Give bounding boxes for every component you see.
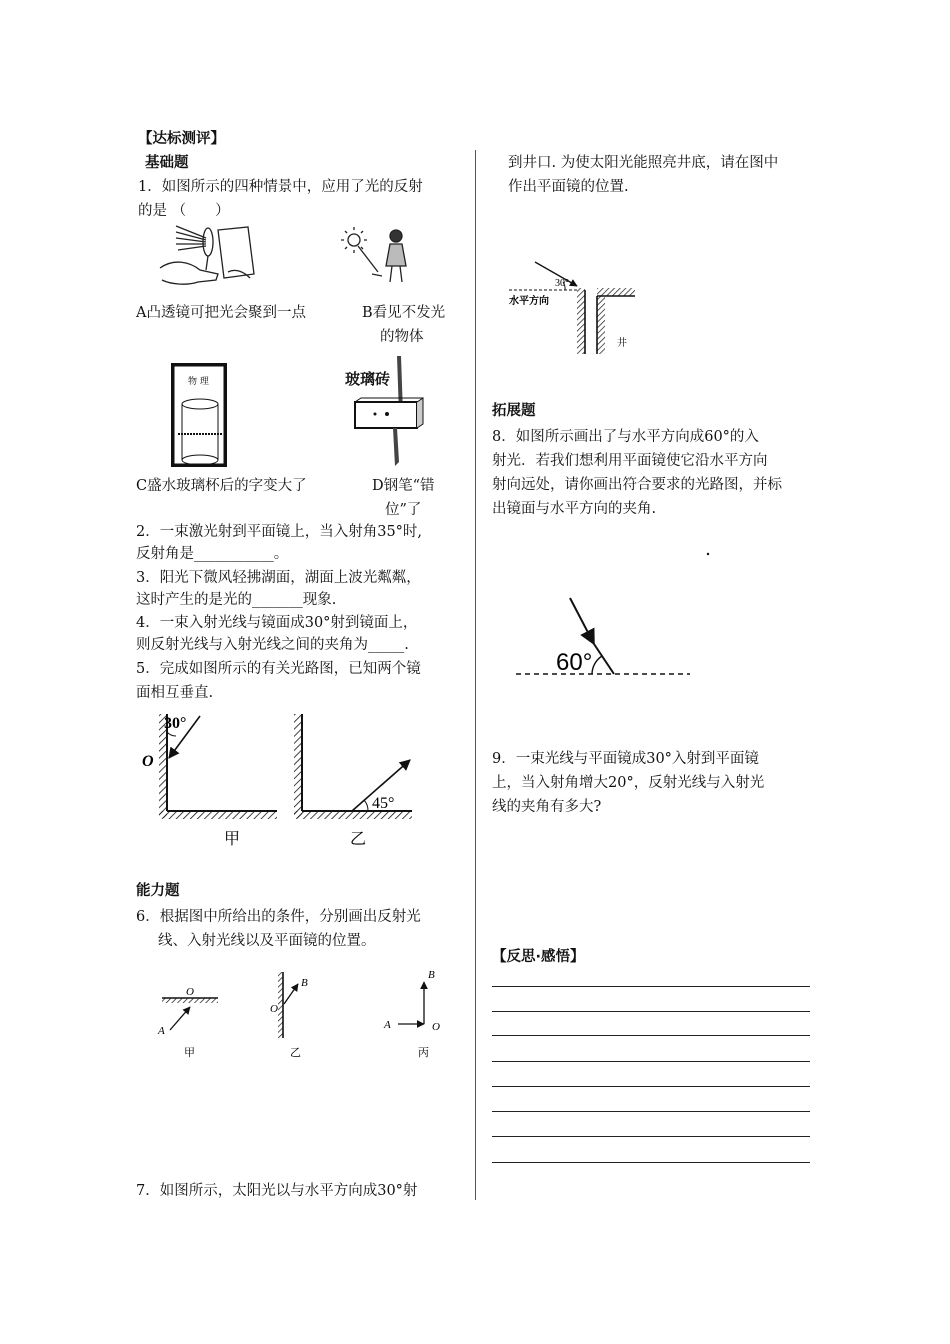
answer-line[interactable] <box>492 1162 810 1163</box>
q8-line2: 射光．若我们想利用平面镜使它沿水平方向 <box>492 453 768 469</box>
q1-line2: 的是 （ ） <box>138 203 230 219</box>
q1-line1: 1．如图所示的四种情景中，应用了光的反射 <box>138 179 423 195</box>
answer-line[interactable] <box>492 1011 810 1012</box>
figure-see-object <box>340 222 420 292</box>
fig8-angle: 60° <box>556 649 593 676</box>
q7-line2: 到井口. 为使太阳光能照亮井底，请在图中 <box>508 155 779 171</box>
q4-line2: 则反射光线与入射光线之间的夹角为_____. <box>136 637 409 653</box>
option-c: C盛水玻璃杯后的字变大了 <box>136 478 307 494</box>
q6-line2: 线、入射光线以及平面镜的位置。 <box>158 933 376 949</box>
fig5-angle-45: 45° <box>372 795 395 812</box>
fig6-caption-jia: 甲 <box>184 1047 195 1059</box>
q9-line2: 上，当入射角增大20°，反射光线与入射光 <box>492 775 765 791</box>
q2-line1: 2．一束激光射到平面镜上，当入射角35°时, <box>136 524 423 540</box>
fig6a-label-o: O <box>186 986 194 998</box>
glass-brick-label: 玻璃砖 <box>345 370 391 388</box>
fig6b-label-o: O <box>270 1003 278 1015</box>
q2-line2: 反射角是___________。 <box>136 546 289 562</box>
fig5-caption-jia: 甲 <box>224 831 241 848</box>
option-d-line1: D钢笔“错 <box>372 478 435 494</box>
reflection-title: 【反思·感悟】 <box>492 949 585 965</box>
column-divider <box>475 150 476 1200</box>
q7-line3: 作出平面镜的位置. <box>508 179 629 195</box>
fig6c-label-a: A <box>384 1019 391 1031</box>
fig5-point-o: O <box>142 753 154 770</box>
option-d-line2: 位”了 <box>385 502 422 518</box>
option-b-line2: 的物体 <box>380 329 424 345</box>
option-b-line1: B看见不发光 <box>362 305 446 321</box>
option-a: A凸透镜可把光会聚到一点 <box>136 305 306 321</box>
figure-60-degree <box>512 540 712 685</box>
basic-title: 基础题 <box>145 155 189 171</box>
fig6c-label-o: O <box>432 1021 440 1033</box>
q8-line1: 8．如图所示画出了与水平方向成60°的入 <box>492 429 759 445</box>
figure-glass-brick <box>345 354 435 469</box>
fig7-angle: 30° <box>555 278 569 289</box>
q3-line1: 3．阳光下微风轻拂湖面，湖面上波光粼粼， <box>136 570 421 586</box>
fig6a-label-a: A <box>158 1025 165 1037</box>
fig5-caption-yi: 乙 <box>350 831 367 848</box>
figure-perpendicular-mirrors <box>138 708 418 853</box>
answer-line[interactable] <box>492 1086 810 1087</box>
answer-line[interactable] <box>492 1111 810 1112</box>
fig6-caption-bing: 丙 <box>418 1047 429 1059</box>
fig7-horizontal-label: 水平方向 <box>509 296 549 307</box>
figure-well <box>505 250 645 360</box>
answer-line[interactable] <box>492 986 810 987</box>
q9-line3: 线的夹角有多大? <box>492 799 602 815</box>
fig6-caption-yi: 乙 <box>290 1047 301 1059</box>
fig7-well-label: 井 <box>617 338 627 349</box>
fig6b-label-b: B <box>301 977 308 989</box>
q3-line2: 这时产生的是光的_______现象. <box>136 592 337 608</box>
answer-line[interactable] <box>492 1136 810 1137</box>
q7-line1: 7．如图所示，太阳光以与水平方向成30°射 <box>136 1183 418 1199</box>
q8-line3: 射向远处，请你画出符合要求的光路图，并标 <box>492 477 782 493</box>
figure-convex-lens <box>158 222 258 292</box>
ability-title: 能力题 <box>136 883 180 899</box>
fig6c-label-b: B <box>428 969 435 981</box>
figure-water-glass <box>170 362 230 472</box>
q5-line2: 面相互垂直. <box>136 685 214 701</box>
q5-line1: 5．完成如图所示的有关光路图，已知两个镜 <box>136 661 421 677</box>
q4-line1: 4．一束入射光线与镜面成30°射到镜面上， <box>136 615 418 631</box>
figure-q6-diagrams <box>150 962 450 1062</box>
q6-line1: 6．根据图中所给出的条件，分别画出反射光 <box>136 909 421 925</box>
fig5-angle-30: 30° <box>164 715 187 732</box>
answer-line[interactable] <box>492 1061 810 1062</box>
q9-line1: 9．一束光线与平面镜成30°入射到平面镜 <box>492 751 759 767</box>
extension-title: 拓展题 <box>492 403 536 419</box>
q8-line4: 出镜面与水平方向的夹角. <box>492 501 657 517</box>
section-header: 【达标测评】 <box>138 131 225 147</box>
answer-line[interactable] <box>492 1035 810 1036</box>
book-label: 物 理 <box>188 377 209 387</box>
